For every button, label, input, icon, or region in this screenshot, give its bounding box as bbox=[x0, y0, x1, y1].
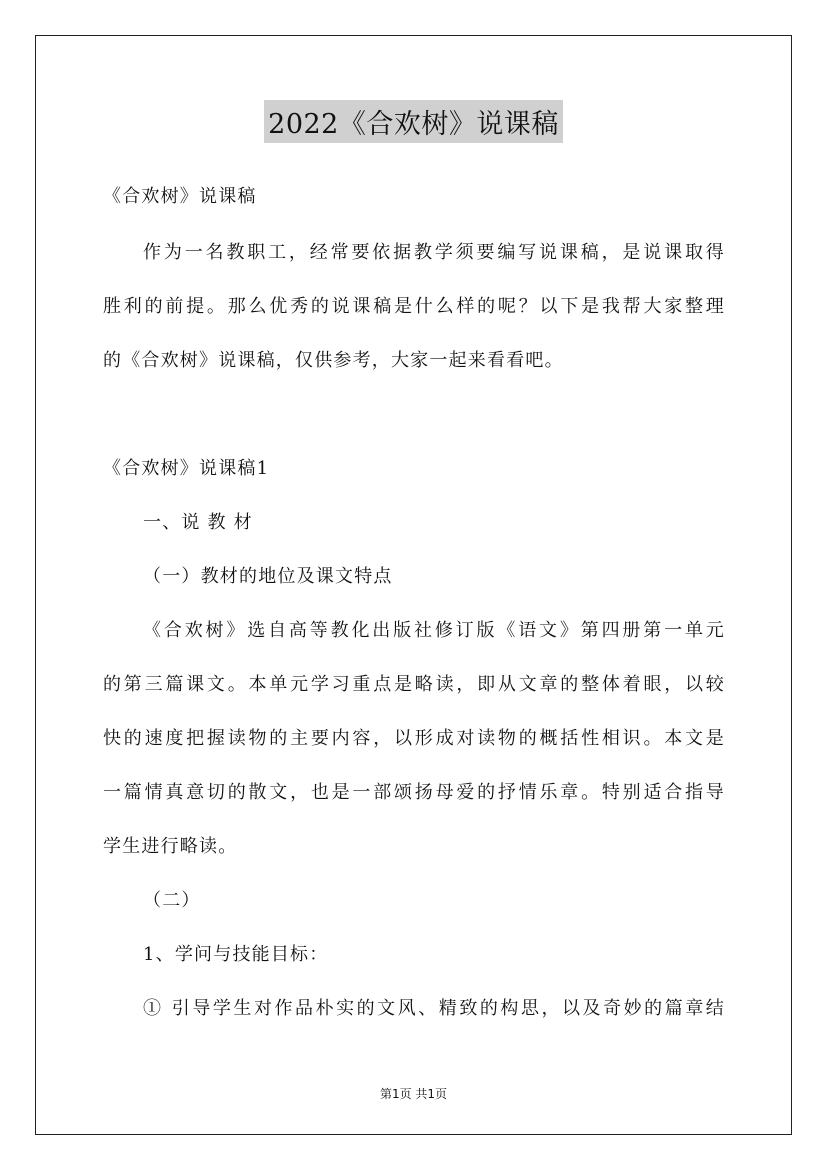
title-container bbox=[0, 100, 827, 143]
body-line-3: 快的速度把握读物的主要内容，以形成对读物的概括性相识。本文是 bbox=[103, 728, 725, 749]
page-footer: 第1页 共1页 bbox=[379, 1087, 448, 1101]
goal-heading: 1、学问与技能目标： bbox=[143, 944, 329, 965]
intro-line-2: 胜利的前提。那么优秀的说课稿是什么样的呢？以下是我帮大家整理 bbox=[103, 296, 725, 317]
body-line-5: 学生进行略读。 bbox=[103, 836, 238, 857]
subheading-er: （二） bbox=[143, 890, 201, 911]
body-line-4: 一篇情真意切的散文，也是一部颂扬母爱的抒情乐章。特别适合指导 bbox=[103, 782, 725, 803]
document-title: 2022《合欢树》说课稿 bbox=[264, 100, 563, 143]
subtitle-line: 《合欢树》说课稿 bbox=[103, 186, 257, 207]
intro-line-1: 作为一名教职工，经常要依据教学须要编写说课稿，是说课取得 bbox=[143, 242, 725, 263]
intro-line-3: 的《合欢树》说课稿，仅供参考，大家一起来看看吧。 bbox=[103, 350, 564, 371]
heading-shuo-jiaocai: 一、说 教 材 bbox=[143, 512, 253, 533]
body-line-1: 《合欢树》选自高等教化出版社修订版《语文》第四册第一单元 bbox=[143, 620, 725, 641]
subheading-jiaocai-diwei: （一）教材的地位及课文特点 bbox=[143, 566, 393, 587]
section-heading-1: 《合欢树》说课稿1 bbox=[103, 458, 270, 479]
body-line-2: 的第三篇课文。本单元学习重点是略读，即从文章的整体着眼，以较 bbox=[103, 674, 725, 695]
goal-item-1: ① 引导学生对作品朴实的文风、精致的构思，以及奇妙的篇章结 bbox=[143, 998, 725, 1019]
